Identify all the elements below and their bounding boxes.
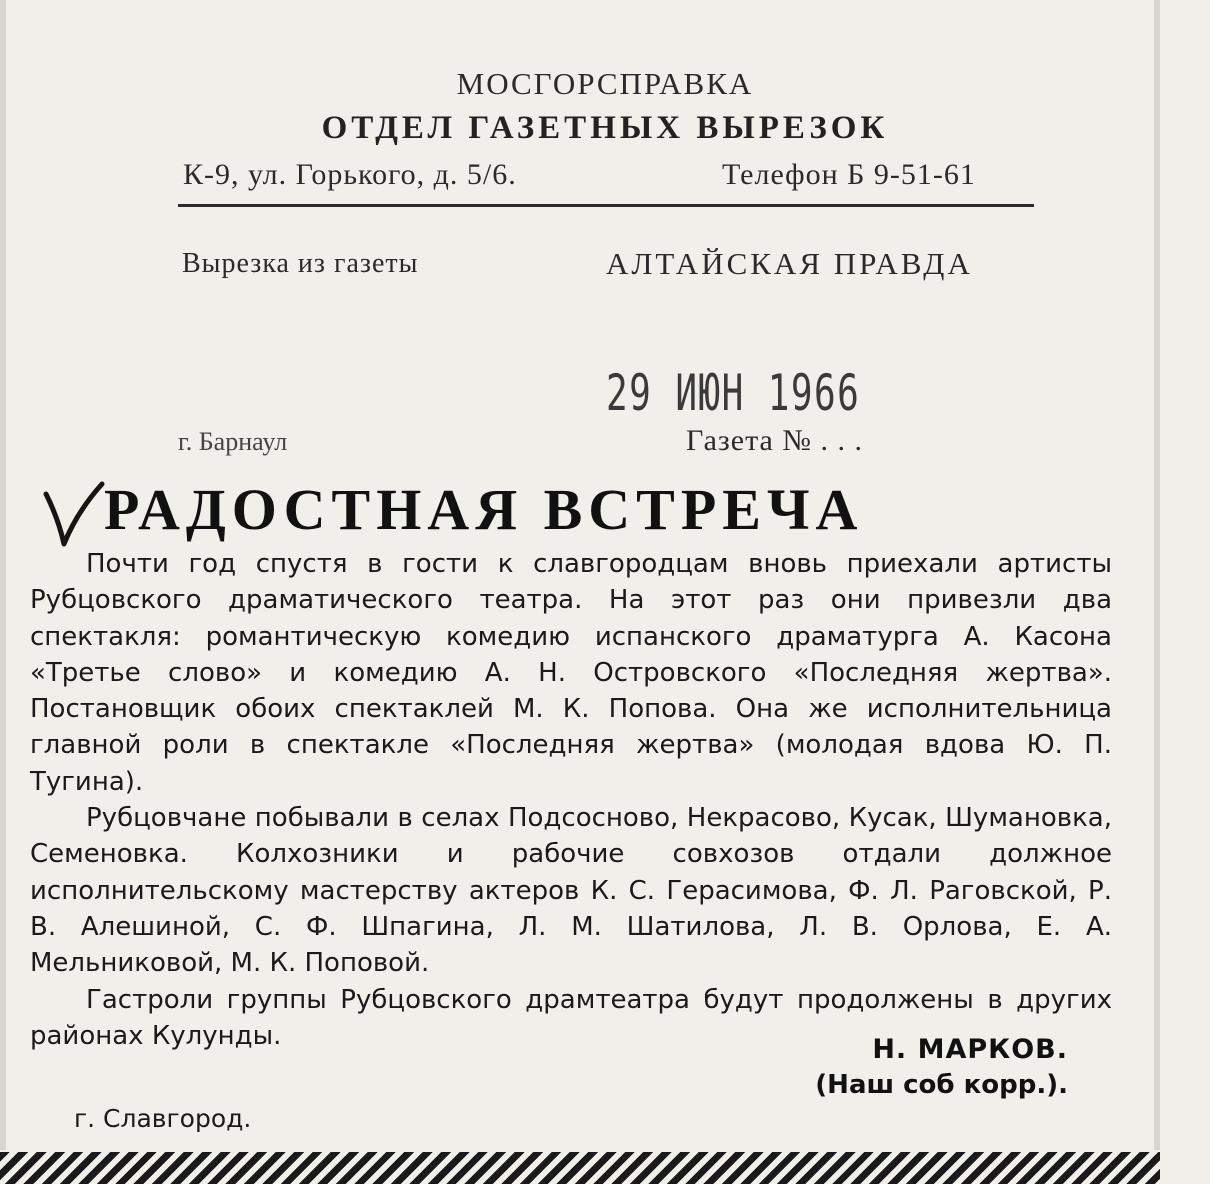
source-label: Вырезка из газеты [182, 248, 419, 279]
article-body [30, 546, 1112, 1054]
header-department: ОТДЕЛ ГАЗЕТНЫХ ВЫРЕЗОК [321, 110, 889, 146]
header-divider [178, 204, 1034, 207]
scan-edge-right [1154, 0, 1160, 1150]
check-mark-icon [42, 480, 106, 550]
article-dateline: г. Славгород. [74, 1104, 252, 1133]
author-role: (Наш соб корр.). [815, 1070, 1068, 1100]
issue-number-label: Газета № . . . [686, 424, 863, 457]
header-phone: Телефон Б 9-51-61 [722, 158, 976, 191]
header-organization: МОСГОРСПРАВКА [456, 66, 754, 101]
newspaper-name: АЛТАЙСКАЯ ПРАВДА [606, 246, 973, 281]
author-name: Н. МАРКОВ. [872, 1034, 1068, 1065]
city-label: г. Барнаул [178, 427, 288, 456]
article-paragraph: Рубцовчане побывали в селах Подсосново, Некрасово, Кусак, Шумановка, Семеновка. Колхозники и рабочие совхозов отдали должное исполнительскому мастерству актеров К. С. Герасимова, Ф. Л. Раговской, Р. В. Алешиной, С. Ф. Шпагина, Л. М. Шатилова, Л. В. Орлова, Е. А. Мельниковой, М. К. Поповой. [30, 803, 1112, 979]
article-title: РАДОСТНАЯ ВСТРЕЧА [104, 477, 864, 542]
scan-edge-left [0, 0, 6, 1150]
header-address: К-9, ул. Горького, д. 5/6. [183, 158, 517, 191]
article-paragraph: Гастроли группы Рубцовского драмтеатра будут продолжены в других районах Кулунды. [30, 984, 1112, 1051]
hatched-border [0, 1152, 1160, 1184]
date-stamp: 29 ИЮН 1966 [606, 364, 861, 422]
article-paragraph: Почти год спустя в гости к славгородцам вновь приехали артисты Рубцовского драматического театра. На этот раз они привезли два спектакля: романтическую комедию испанского драматурга А. Касона «Третье слово» и комедию А. Н. Островского «Последняя жертва». Постановщик обоих спектаклей М. К. Попова. Она же исполнительница главной роли в спектакле «Последняя жертва» (молодая вдова Ю. П. Тугина). [30, 549, 1112, 797]
